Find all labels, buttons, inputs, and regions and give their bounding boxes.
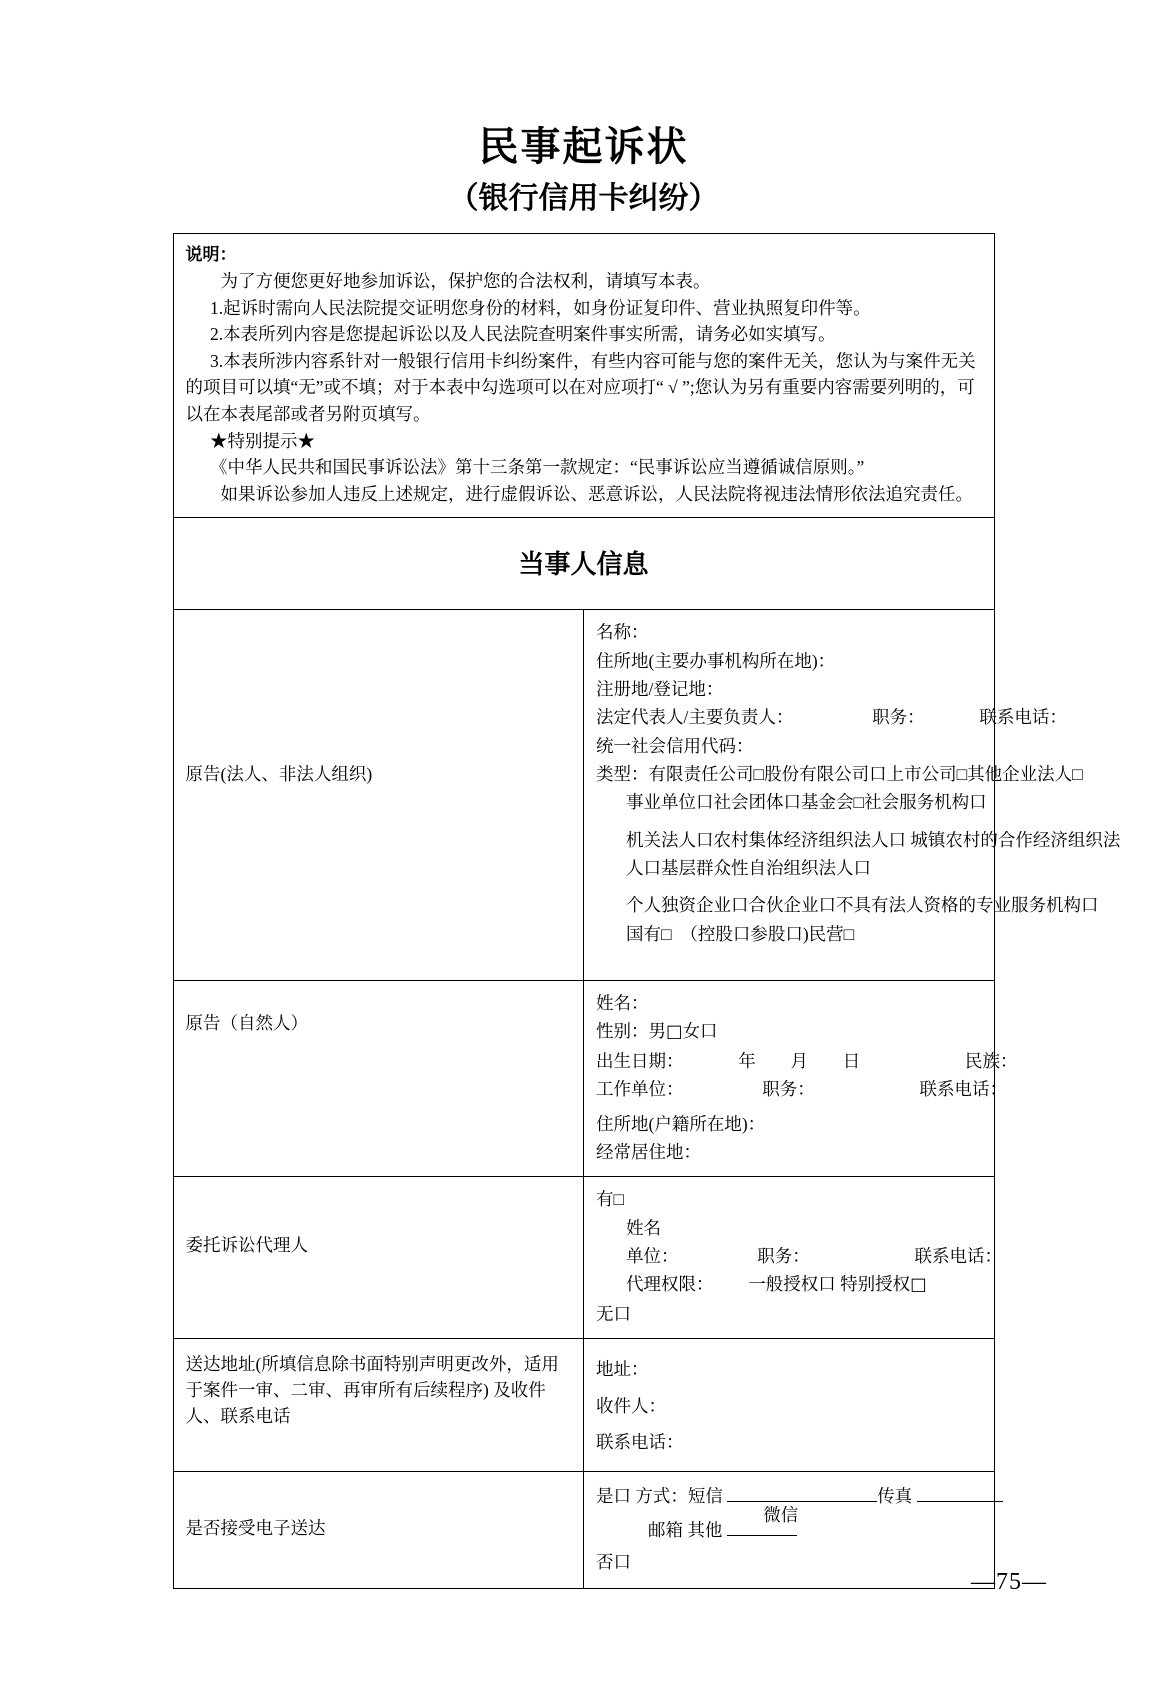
agent-label: 委托诉讼代理人: [185, 1235, 308, 1256]
field-person-ethnicity[interactable]: 民族：: [965, 1050, 1018, 1071]
service-address-label: 送达地址(所填信息除书面特别声明更改外，适用于案件一审、二审、再审所有后续程序) 及收件人、联系电话: [185, 1353, 559, 1427]
checkbox-group-type-3[interactable]: 机关法人口农村集体经济组织法人口 城镇农村的合作经济组织法: [626, 829, 1121, 850]
agent-label-cell: [173, 1177, 584, 1339]
field-method-other[interactable]: 其他: [687, 1519, 723, 1540]
service-address-fields: [584, 1339, 994, 1471]
field-person-work-line: [596, 1075, 1007, 1103]
field-person-gender-label: 性别：: [596, 1021, 649, 1042]
field-service-phone[interactable]: 联系电话：: [596, 1432, 684, 1453]
field-org-domicile[interactable]: 住所地(主要办事机构所在地)：: [596, 650, 836, 671]
checkbox-agent-has[interactable]: 有□: [596, 1189, 625, 1210]
plaintiff-org-label: 原告(法人、非法人组织): [185, 764, 373, 785]
section-banner-row: [173, 518, 994, 610]
field-person-birth-year[interactable]: 年: [738, 1050, 756, 1071]
checkbox-group-type-6[interactable]: 国有□ （控股口参股口)民营□: [626, 923, 855, 944]
field-person-position[interactable]: 职务：: [762, 1079, 815, 1100]
checkbox-group-type-4[interactable]: 人口基层群众性自治组织法人口: [626, 858, 871, 879]
section-banner-cell: [173, 518, 994, 610]
field-person-work-unit[interactable]: 工作单位：: [596, 1079, 684, 1100]
field-agent-unit-line: [596, 1242, 1002, 1270]
electronic-service-label: 是否接受电子送达: [185, 1518, 326, 1539]
checkbox-electronic-yes[interactable]: 是口: [596, 1487, 631, 1508]
field-org-phone[interactable]: 联系电话：: [979, 707, 1067, 728]
checkbox-agent-none[interactable]: 无口: [596, 1303, 631, 1324]
field-person-birth-day[interactable]: 日: [842, 1050, 861, 1071]
field-person-residence[interactable]: 经常居住地：: [596, 1141, 701, 1162]
field-person-birth-month[interactable]: 月: [790, 1050, 808, 1071]
field-org-type-line-1: [596, 760, 1083, 788]
field-method-label: 方式：: [635, 1486, 688, 1507]
agent-value-cell: [584, 1177, 1002, 1339]
electronic-service-label-cell: [173, 1472, 584, 1589]
plaintiff-person-fields: [584, 981, 1018, 1176]
checkbox-group-type-2[interactable]: 事业单位口社会团体口基金会□社会服务机构口: [626, 792, 987, 813]
notice-row: [173, 234, 994, 518]
field-org-type-label: 类型：: [596, 764, 649, 785]
field-person-birth-label: 出生日期：: [596, 1050, 684, 1071]
field-service-address[interactable]: 地址：: [596, 1358, 649, 1379]
field-agent-position[interactable]: 职务：: [757, 1245, 810, 1266]
checkbox-gender-male[interactable]: 男□: [648, 1022, 683, 1043]
spacer-block-2: [596, 882, 984, 891]
field-org-legalrep-line: [596, 703, 1067, 731]
electronic-service-value-cell: [584, 1472, 995, 1589]
field-agent-authority-label: 代理权限：: [626, 1274, 714, 1295]
checkbox-authority-general[interactable]: 一般授权口: [748, 1275, 836, 1296]
field-person-birth-line: [596, 1047, 1018, 1075]
field-person-domicile[interactable]: 住所地(户籍所在地)：: [596, 1113, 766, 1134]
checkbox-group-type-5[interactable]: 个人独资企业口合伙企业口不具有法人资格的专业服务机构口: [626, 895, 1099, 916]
checkbox-group-type-1[interactable]: 有限责任公司□股份有限公司口上市公司□其他企业法人□: [648, 764, 1083, 785]
field-method-email[interactable]: 邮箱: [648, 1519, 683, 1540]
table-row-plaintiff-person: [173, 981, 994, 1177]
blank-fax-entry[interactable]: [917, 1501, 1003, 1502]
blank-other-entry[interactable]: [727, 1535, 797, 1536]
service-address-value-cell: [584, 1338, 995, 1471]
field-person-gender-line: [596, 1017, 984, 1046]
checkbox-authority-special[interactable]: 特别授权□: [840, 1275, 927, 1296]
field-agent-unit[interactable]: 单位：: [626, 1245, 679, 1266]
section-banner: 当事人信息: [518, 549, 649, 580]
notice-line-0: 为了方便您更好地参加诉讼，保护您的合法权利，请填写本表。: [220, 271, 711, 292]
notice-line-6: 如果诉讼参加人违反上述规定，进行虚假诉讼、恶意诉讼，人民法院将视违法情形依法追究责任。: [220, 483, 973, 504]
service-address-label-cell: [173, 1338, 584, 1471]
plaintiff-org-label-cell: [173, 610, 584, 981]
plaintiff-person-label: 原告（自然人）: [185, 1013, 308, 1034]
plaintiff-org-value-cell: [584, 610, 1121, 981]
field-person-phone[interactable]: 联系电话：: [919, 1079, 1007, 1100]
notice-line-3: 3.本表所涉内容系针对一般银行信用卡纠纷案件，有些内容可能与您的案件无关，您认为与案件无关的项目可以填“无”或不填；对于本表中勾选项可以在对应项打“ √ ”;您认为另有重要内容需要列明的，可以在本表尾部或者另附页填写。: [185, 350, 976, 424]
notice-block: [174, 234, 994, 517]
handwritten-wechat-text: 微信: [763, 1505, 799, 1526]
notice-line-4: ★特别提示★: [210, 430, 315, 451]
field-org-name[interactable]: 名称：: [596, 622, 649, 643]
page-title: 民事起诉状: [478, 125, 689, 169]
field-service-recipient[interactable]: 收件人：: [596, 1395, 666, 1416]
page-subtitle: （银行信用卡纠纷）: [448, 182, 719, 216]
table-row-plaintiff-org: [173, 610, 994, 981]
field-org-registration[interactable]: 注册地/登记地：: [596, 679, 724, 700]
plaintiff-person-value-cell: [584, 981, 1018, 1177]
table-row-agent: [173, 1177, 994, 1339]
plaintiff-person-label-cell: [173, 981, 584, 1177]
field-agent-authority-line: [596, 1270, 984, 1299]
field-method-fax[interactable]: 传真: [877, 1486, 913, 1507]
field-electronic-yes-line: [596, 1480, 984, 1526]
field-person-name[interactable]: 姓名：: [596, 993, 649, 1014]
handwritten-wechat-entry[interactable]: [727, 1501, 877, 1526]
notice-line-2: 2.本表所列内容是您提起诉讼以及人民法院查明案件事实所需，请务必如实填写。: [210, 324, 836, 345]
notice-cell: [173, 234, 994, 518]
notice-line-1: 1.起诉时需向人民法院提交证明您身份的材料，如身份证复印件、营业执照复印件等。: [210, 297, 871, 318]
plaintiff-org-fields: [584, 610, 1121, 980]
field-org-position[interactable]: 职务：: [872, 707, 925, 728]
notice-heading: 说明：: [185, 245, 237, 265]
checkbox-electronic-no[interactable]: 否口: [596, 1551, 631, 1572]
spacer-block-3: [596, 948, 984, 970]
field-org-legal-rep[interactable]: 法定代表人/主要负责人：: [596, 707, 794, 728]
checkbox-gender-female[interactable]: 女口: [682, 1022, 718, 1043]
electronic-service-fields: [584, 1472, 994, 1588]
table-row-service-address: [173, 1338, 994, 1471]
agent-fields: [584, 1177, 1002, 1338]
notice-line-5: 《中华人民共和国民事诉讼法》第十三条第一款规定：“民事诉讼应当遵循诚信原则。”: [210, 457, 865, 478]
field-agent-phone[interactable]: 联系电话：: [914, 1245, 1002, 1266]
spacer-block-1: [596, 817, 984, 826]
field-agent-name[interactable]: 姓名: [626, 1217, 661, 1238]
table-row-electronic-service: [173, 1472, 994, 1589]
field-method-sms[interactable]: 短信: [687, 1486, 723, 1507]
page-number: —75—: [971, 1569, 1047, 1595]
field-org-credit-code[interactable]: 统一社会信用代码：: [596, 735, 754, 756]
